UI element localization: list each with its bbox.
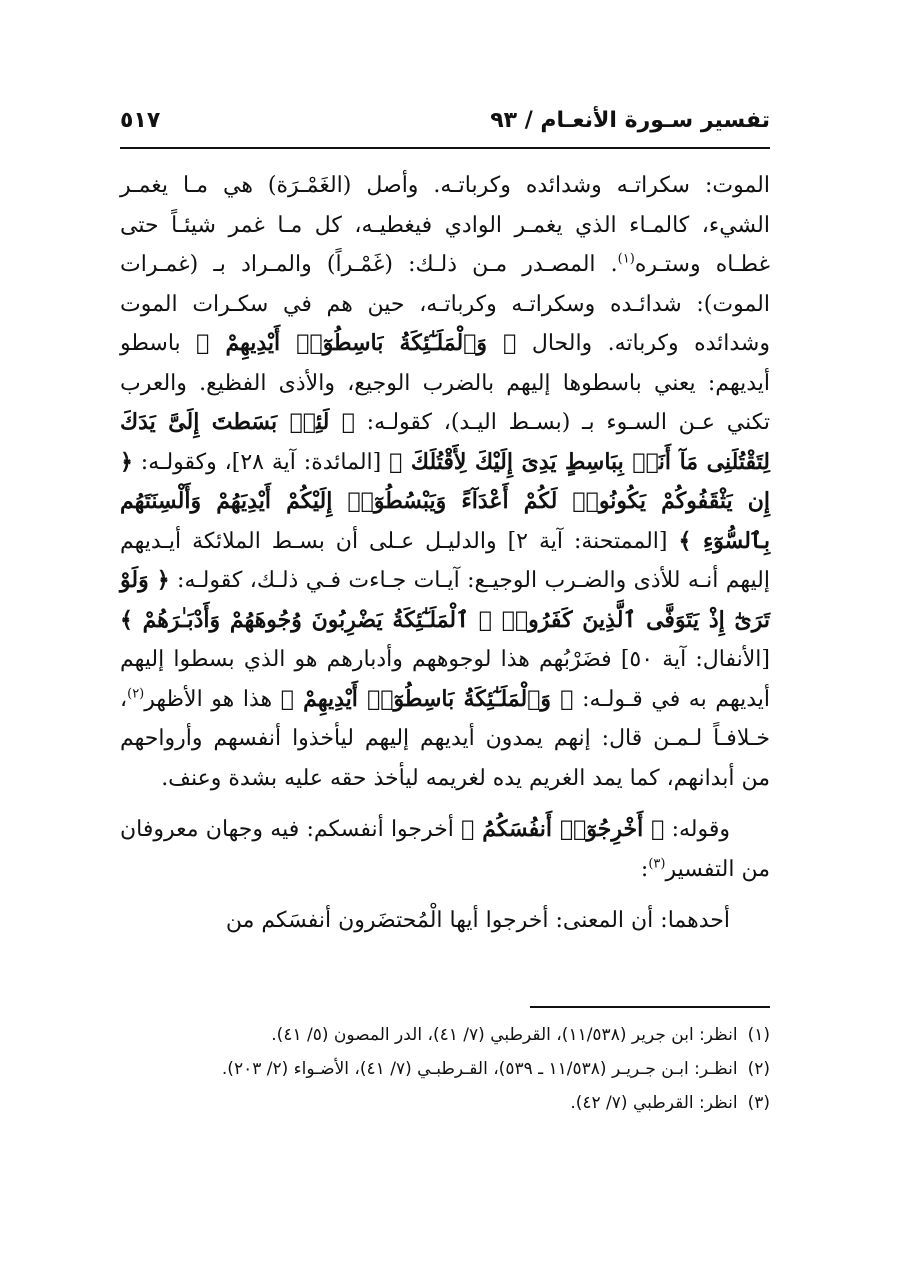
- footnotes: [120, 1018, 770, 1120]
- text-run: وقوله:: [664, 817, 730, 842]
- text-run: ، خـلافـاً لـمـن قال: إنهم يمدون أيديهم إليهم ليأخذوا أنفسهم وأرواحهم من أبدانهم، كما يمد الغريم يده لغريمه ليأخذ حقه عليه بشدة وعنف.: [120, 686, 770, 791]
- quran-quote: ﴿ إِن يَثْقَفُوكُمْ يَكُونُوا۟ لَكُمْ أَعْدَآءً وَيَبْسُطُوٓا۟ إِلَيْكُمْ أَيْدِيَهُمْ وَأَلْسِنَتَهُم بِٱلسُّوٓءِ ﴾: [120, 448, 771, 554]
- text-run: هذا هو الأظهر: [144, 686, 281, 712]
- quran-quote: ﴿ وَٱلْمَلَـٰٓئِكَةُ بَاسِطُوٓا۟ أَيْدِيهِمْ ﴾: [280, 685, 574, 712]
- quran-quote: ﴿ وَٱلْمَلَـٰٓئِكَةُ بَاسِطُوٓا۟ أَيْدِيهِمْ ﴾: [196, 330, 517, 356]
- text-run: أحدهما: أن المعنى: أخرجوا أيها الْمُحتضَرون أنفسَكم من: [225, 908, 730, 933]
- footnote-text: انظـر: ابـن جـريـر (١١/٥٣٨ ـ ٥٣٩)، القـرطبـي (٧/ ٤١)، الأضـواء (٢/ ٢٠٣).: [221, 1059, 738, 1079]
- page-header: [120, 104, 770, 144]
- header-rule: [120, 147, 770, 149]
- footnote-ref-3: (٣): [648, 856, 666, 872]
- footnote-ref-1: (١): [617, 251, 635, 267]
- text-run: باسطو أيديهم: يعني باسطوها إليهم بالضرب الوجيع، والأذى الفظيع. والعرب تكني عـن السـوء بـ (بسـط اليـد)، كقولـه:: [120, 331, 770, 435]
- text-run: [الممتحنة: آية ٢] والدليـل عـلى أن بسـط الملائكة أيـديهم إليهم أنـه للأذى والضـرب الوجيـع: آيـات جـاءت فـي ذلـك، كقولـه:: [120, 528, 770, 593]
- page-number: ٥١٧: [120, 108, 161, 133]
- footnote-text: انظر: ابن جرير (١١/٥٣٨)، القرطبي (٧/ ٤١)، الدر المصون (٥/ ٤١).: [271, 1025, 738, 1045]
- footnote-3: [120, 1086, 770, 1120]
- paragraph-2: [120, 810, 770, 889]
- text-run: :: [640, 856, 649, 882]
- text-run: . المصـدر مـن ذلـك: (غَمْـراً) والمـراد بـ (غمـرات الموت): شدائـده وسكراتـه وكرباتـه، حين هم في سكـرات الموت وشدائده وكرباته. والحال: [120, 252, 770, 356]
- text-run: الموت: سكراتـه وشدائده وكرباتـه. وأصل (الغَمْـرَة) هي مـا يغمـر الشيء، كالمـاء الذي يغمـر الوادي فيغطيـه، كل مـا غمر شيئـاً حتى غطـاه وستـره: [120, 173, 770, 277]
- footnote-ref-2: (٢): [127, 686, 145, 702]
- footnote-rule: [530, 1006, 770, 1008]
- footnote-number: (٢): [747, 1059, 770, 1079]
- paragraph-1: [120, 166, 770, 798]
- text-run: [الأنفال: آية ٥٠] فضَرْبُهم هذا لوجوههم وأدبارهم هو الذي بسطوا إليهم أيديهم به في قـولـه:: [120, 647, 770, 712]
- footnote-2: [120, 1052, 770, 1086]
- quran-quote: ﴿ وَلَوْ تَرَىٰٓ إِذْ يَتَوَفَّى ٱلَّذِينَ كَفَرُوا۟ ۙ ٱلْمَلَـٰٓئِكَةُ يَضْرِبُونَ وُجُوهَهُمْ وَأَدْبَـٰرَهُمْ ﴾: [120, 567, 770, 633]
- footnote-number: (٣): [747, 1093, 770, 1113]
- quran-quote: ﴿ أَخْرِجُوٓا۟ أَنفُسَكُمُ ﴾: [461, 816, 665, 842]
- text-run: أخرجوا أنفسكم: فيه وجهان معروفان من التفسير: [120, 817, 770, 882]
- footnote-1: [120, 1018, 770, 1052]
- body-text: [120, 166, 770, 941]
- footnote-number: (١): [747, 1025, 770, 1045]
- quran-quote: ﴿ لَئِنۢ بَسَطتَ إِلَىَّ يَدَكَ لِتَقْتُلَنِى مَآ أَنَا۠ بِبَاسِطٍ يَدِىَ إِلَيْكَ لِأَقْتُلَكَ ﴾: [120, 409, 770, 475]
- running-title: تفسير سـورة الأنعـام / ٩٣: [490, 108, 770, 133]
- paragraph-3: [120, 901, 770, 941]
- text-run: [المائدة: آية ٢٨]، وكقولـه:: [132, 449, 390, 475]
- footnote-text: انظر: القرطبي (٧/ ٤٢).: [570, 1093, 738, 1113]
